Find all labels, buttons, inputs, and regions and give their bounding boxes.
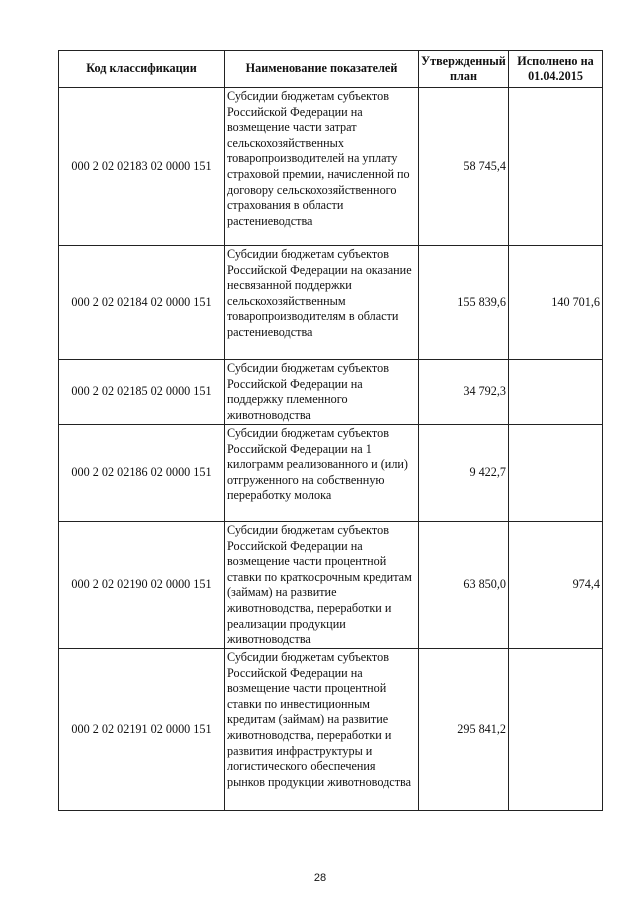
row-code: 000 2 02 02191 02 0000 151 [59,649,225,811]
row-plan: 295 841,2 [419,649,509,811]
row-plan: 63 850,0 [419,522,509,649]
row-plan: 9 422,7 [419,425,509,522]
row-name: Субсидии бюджетам субъектов Российской Федерации на возмещение части процентной ставки по краткосрочным кредитам (займам) на развитие животноводства, переработки и реализации продукции животноводства [225,522,419,649]
table-row [59,88,603,246]
header-row [59,51,603,88]
row-code: 000 2 02 02183 02 0000 151 [59,88,225,246]
row-code: 000 2 02 02185 02 0000 151 [59,360,225,425]
row-name: Субсидии бюджетам субъектов Российской Федерации на оказание несвязанной поддержки сельскохозяйственным товаропроизводителям в области растениеводства [225,246,419,360]
row-plan: 34 792,3 [419,360,509,425]
table-row [59,425,603,522]
page-number: 28 [313,872,327,884]
row-plan: 155 839,6 [419,246,509,360]
row-code: 000 2 02 02186 02 0000 151 [59,425,225,522]
row-done [509,425,603,522]
table-row [59,360,603,425]
row-name: Субсидии бюджетам субъектов Российской Федерации на поддержку племенного животноводства [225,360,419,425]
table-row [59,522,603,649]
row-plan: 58 745,4 [419,88,509,246]
row-name: Субсидии бюджетам субъектов Российской Федерации на 1 килограмм реализованного и (или) отгруженного на собственную переработку молока [225,425,419,522]
header-name: Наименование показателей [225,51,419,88]
row-done [509,88,603,246]
header-done: Исполнено на 01.04.2015 [509,51,603,88]
row-done [509,360,603,425]
row-done: 140 701,6 [509,246,603,360]
row-done [509,649,603,811]
table-row [59,649,603,811]
row-name: Субсидии бюджетам субъектов Российской Федерации на возмещение части затрат сельскохозяйственных товаропроизводителей на уплату страховой премии, начисленной по договору сельскохозяйственного страхования в области растениеводства [225,88,419,246]
header-plan: Утвержденный план [419,51,509,88]
header-code: Код классификации [59,51,225,88]
row-code: 000 2 02 02184 02 0000 151 [59,246,225,360]
row-code: 000 2 02 02190 02 0000 151 [59,522,225,649]
row-done: 974,4 [509,522,603,649]
budget-table [58,50,603,811]
table-row [59,246,603,360]
row-name: Субсидии бюджетам субъектов Российской Федерации на возмещение части процентной ставки по инвестиционным кредитам (займам) на развитие животноводства, переработки и развития инфраструктуры и логистического обеспечения рынков продукции животноводства [225,649,419,811]
